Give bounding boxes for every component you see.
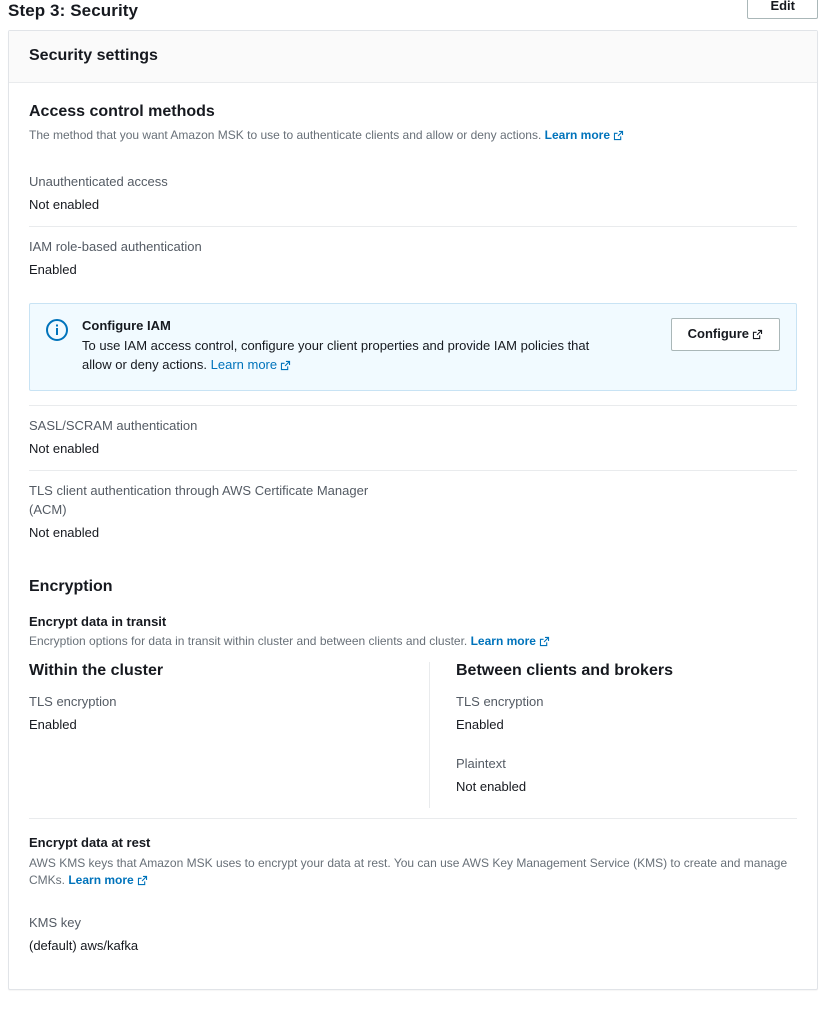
between-clients-title: Between clients and brokers <box>456 662 673 679</box>
edit-button[interactable]: Edit <box>747 0 818 19</box>
field-label: TLS encryption <box>456 694 544 709</box>
encrypt-at-rest-learn-more-link[interactable]: Learn more <box>68 873 134 887</box>
field-value: Enabled <box>29 262 77 277</box>
external-link-icon <box>280 357 291 376</box>
encrypt-in-transit-learn-more-link[interactable]: Learn more <box>470 634 536 648</box>
iam-learn-more-link[interactable]: Learn more <box>210 357 278 372</box>
alert-body <box>82 318 657 376</box>
card-body <box>9 103 817 989</box>
field-label: TLS encryption <box>29 694 117 709</box>
configure-iam-alert <box>29 303 797 391</box>
configure-button[interactable] <box>671 318 780 351</box>
encryption-columns <box>29 662 797 808</box>
access-control-description <box>29 127 797 146</box>
field-value: Not enabled <box>29 525 100 540</box>
external-link-icon <box>613 129 624 146</box>
field-label: Plaintext <box>456 756 506 771</box>
encrypt-in-transit-title: Encrypt data in transit <box>29 614 167 629</box>
external-link-icon <box>752 328 763 343</box>
field-tls-client-authentication <box>29 471 797 554</box>
access-control-heading: Access control methods <box>29 103 215 120</box>
field-kms-key <box>29 891 797 967</box>
field-value: Not enabled <box>29 197 100 212</box>
card-title: Security settings <box>29 47 158 64</box>
field-value: Enabled <box>29 717 77 732</box>
field-value: (default) aws/kafka <box>29 938 139 953</box>
external-link-icon <box>137 874 148 891</box>
within-cluster-column <box>29 662 429 808</box>
encrypt-in-transit-description <box>29 633 797 652</box>
alert-text <box>82 336 622 376</box>
encrypt-at-rest-description-text: AWS KMS keys that Amazon MSK uses to encrypt your data at rest. You can use AWS Key Management Service (KMS) to create and manage CMKs. <box>29 856 788 887</box>
external-link-icon <box>539 635 550 652</box>
info-icon <box>46 319 68 346</box>
field-value: Not enabled <box>29 441 100 456</box>
field-between-clients-plaintext <box>456 746 797 808</box>
field-value: Enabled <box>456 717 504 732</box>
encrypt-at-rest-block <box>29 819 797 989</box>
field-value: Not enabled <box>456 779 527 794</box>
security-settings-card <box>8 30 818 990</box>
encrypt-at-rest-title: Encrypt data at rest <box>29 835 151 850</box>
field-label: Unauthenticated access <box>29 174 168 189</box>
field-sasl-scram-authentication <box>29 406 797 470</box>
access-control-description-text: The method that you want Amazon MSK to use to authenticate clients and allow or deny actions. <box>29 128 542 142</box>
field-unauthenticated-access <box>29 162 797 226</box>
field-label: TLS client authentication through AWS Certificate Manager (ACM) <box>29 483 369 517</box>
encrypt-in-transit-description-text: Encryption options for data in transit within cluster and between clients and cluster. <box>29 634 468 648</box>
field-within-cluster-tls-encryption <box>29 688 413 746</box>
field-iam-role-based-authentication <box>29 227 797 291</box>
encrypt-at-rest-description <box>29 855 797 891</box>
configure-button-label: Configure <box>687 326 749 341</box>
page-title: Step 3: Security <box>8 1 139 20</box>
field-between-clients-tls-encryption <box>456 688 797 746</box>
between-clients-column <box>429 662 797 808</box>
alert-text-content: To use IAM access control, configure your client properties and provide IAM policies that allow or deny actions. <box>82 338 590 372</box>
step-header <box>0 0 826 30</box>
within-cluster-title: Within the cluster <box>29 662 164 679</box>
field-label: KMS key <box>29 915 82 930</box>
alert-title: Configure IAM <box>82 318 171 333</box>
encryption-heading: Encryption <box>29 578 113 595</box>
field-label: IAM role-based authentication <box>29 239 202 254</box>
card-header <box>9 31 817 83</box>
field-label: SASL/SCRAM authentication <box>29 418 198 433</box>
access-control-learn-more-link[interactable]: Learn more <box>544 128 610 142</box>
